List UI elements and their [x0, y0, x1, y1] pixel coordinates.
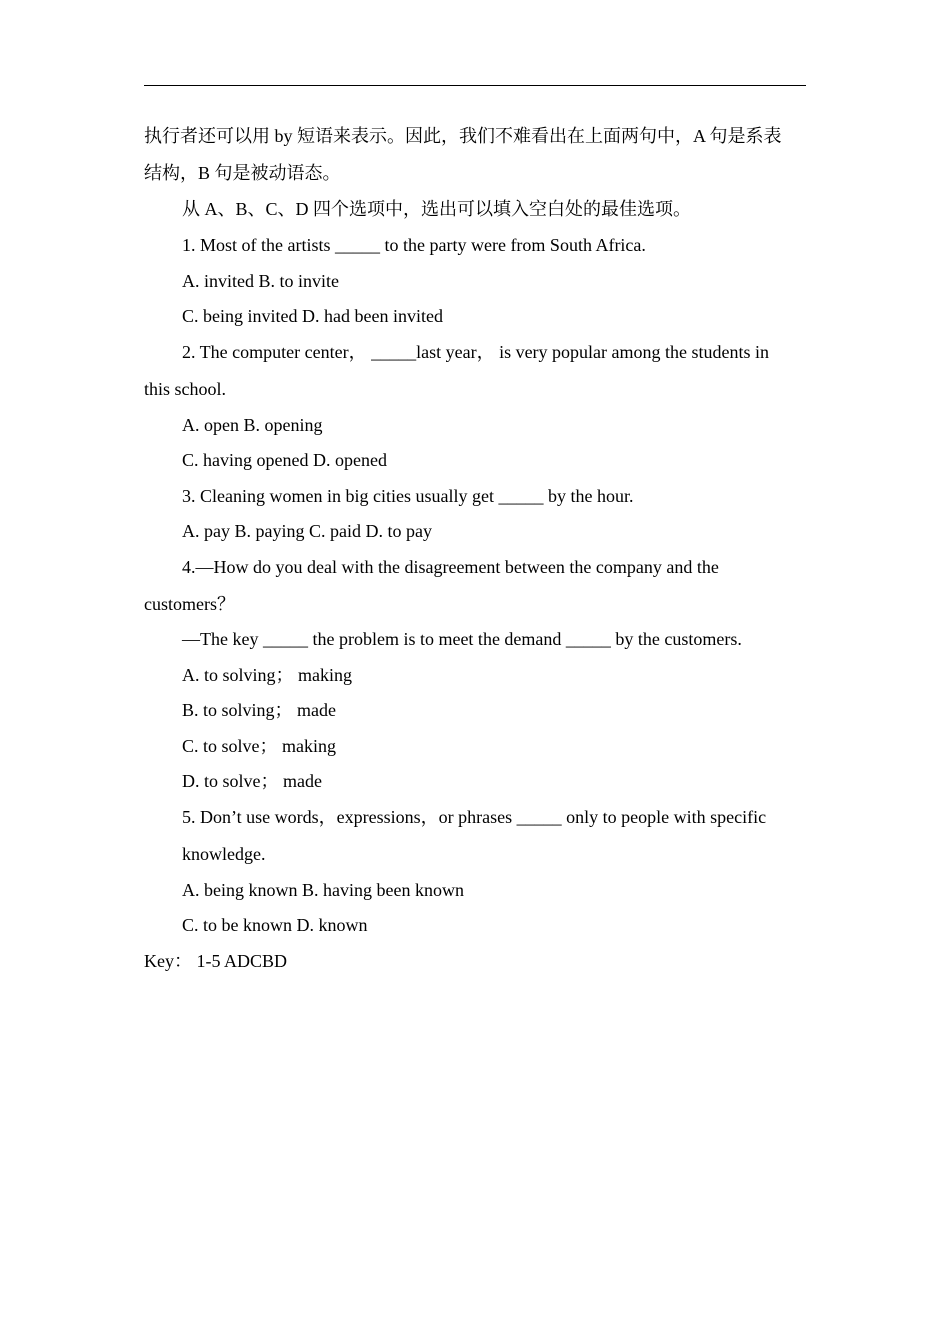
question-1-options-cd: C. being invited D. had been invited — [182, 306, 443, 326]
question-2-stem: 2. The computer center， _____last year， is very popular among the students in — [182, 342, 770, 362]
question-4-reply: —The key _____ the problem is to meet the demand _____ by the customers. — [182, 629, 742, 649]
question-4-stem: 4.—How do you deal with the disagreement between the company and the — [182, 557, 719, 577]
question-5-options-cd: C. to be known D. known — [182, 915, 368, 935]
question-5-stem-cont: knowledge. — [182, 844, 266, 864]
question-1-options-ab: A. invited B. to invite — [182, 271, 339, 291]
question-3-options: A. pay B. paying C. paid D. to pay — [182, 521, 432, 541]
question-4-option-b: B. to solving； made — [182, 700, 336, 720]
question-3-stem: 3. Cleaning women in big cities usually get _____ by the hour. — [182, 486, 634, 506]
question-4-option-c: C. to solve； making — [182, 736, 336, 756]
intro-line-1: 执行者还可以用 by 短语来表示。因此，我们不难看出在上面两句中，A 句是系表 — [144, 126, 782, 146]
question-4-option-a: A. to solving； making — [182, 665, 352, 685]
intro-line-2: 结构，B 句是被动语态。 — [144, 163, 341, 183]
question-4-option-d: D. to solve； made — [182, 771, 322, 791]
instruction: 从 A、B、C、D 四个选项中，选出可以填入空白处的最佳选项。 — [182, 199, 692, 219]
question-1-stem: 1. Most of the artists _____ to the party were from South Africa. — [182, 235, 646, 255]
question-2-options-cd: C. having opened D. opened — [182, 450, 387, 470]
question-4-stem-cont: customers？ — [144, 594, 235, 614]
question-5-options-ab: A. being known B. having been known — [182, 880, 464, 900]
question-5-stem: 5. Don’t use words，expressions，or phrases _____ only to people with specific — [182, 807, 767, 827]
header-rule — [144, 85, 806, 86]
question-2-stem-cont: this school. — [144, 379, 227, 399]
answer-key: Key： 1-5 ADCBD — [144, 951, 287, 971]
question-2-options-ab: A. open B. opening — [182, 415, 323, 435]
